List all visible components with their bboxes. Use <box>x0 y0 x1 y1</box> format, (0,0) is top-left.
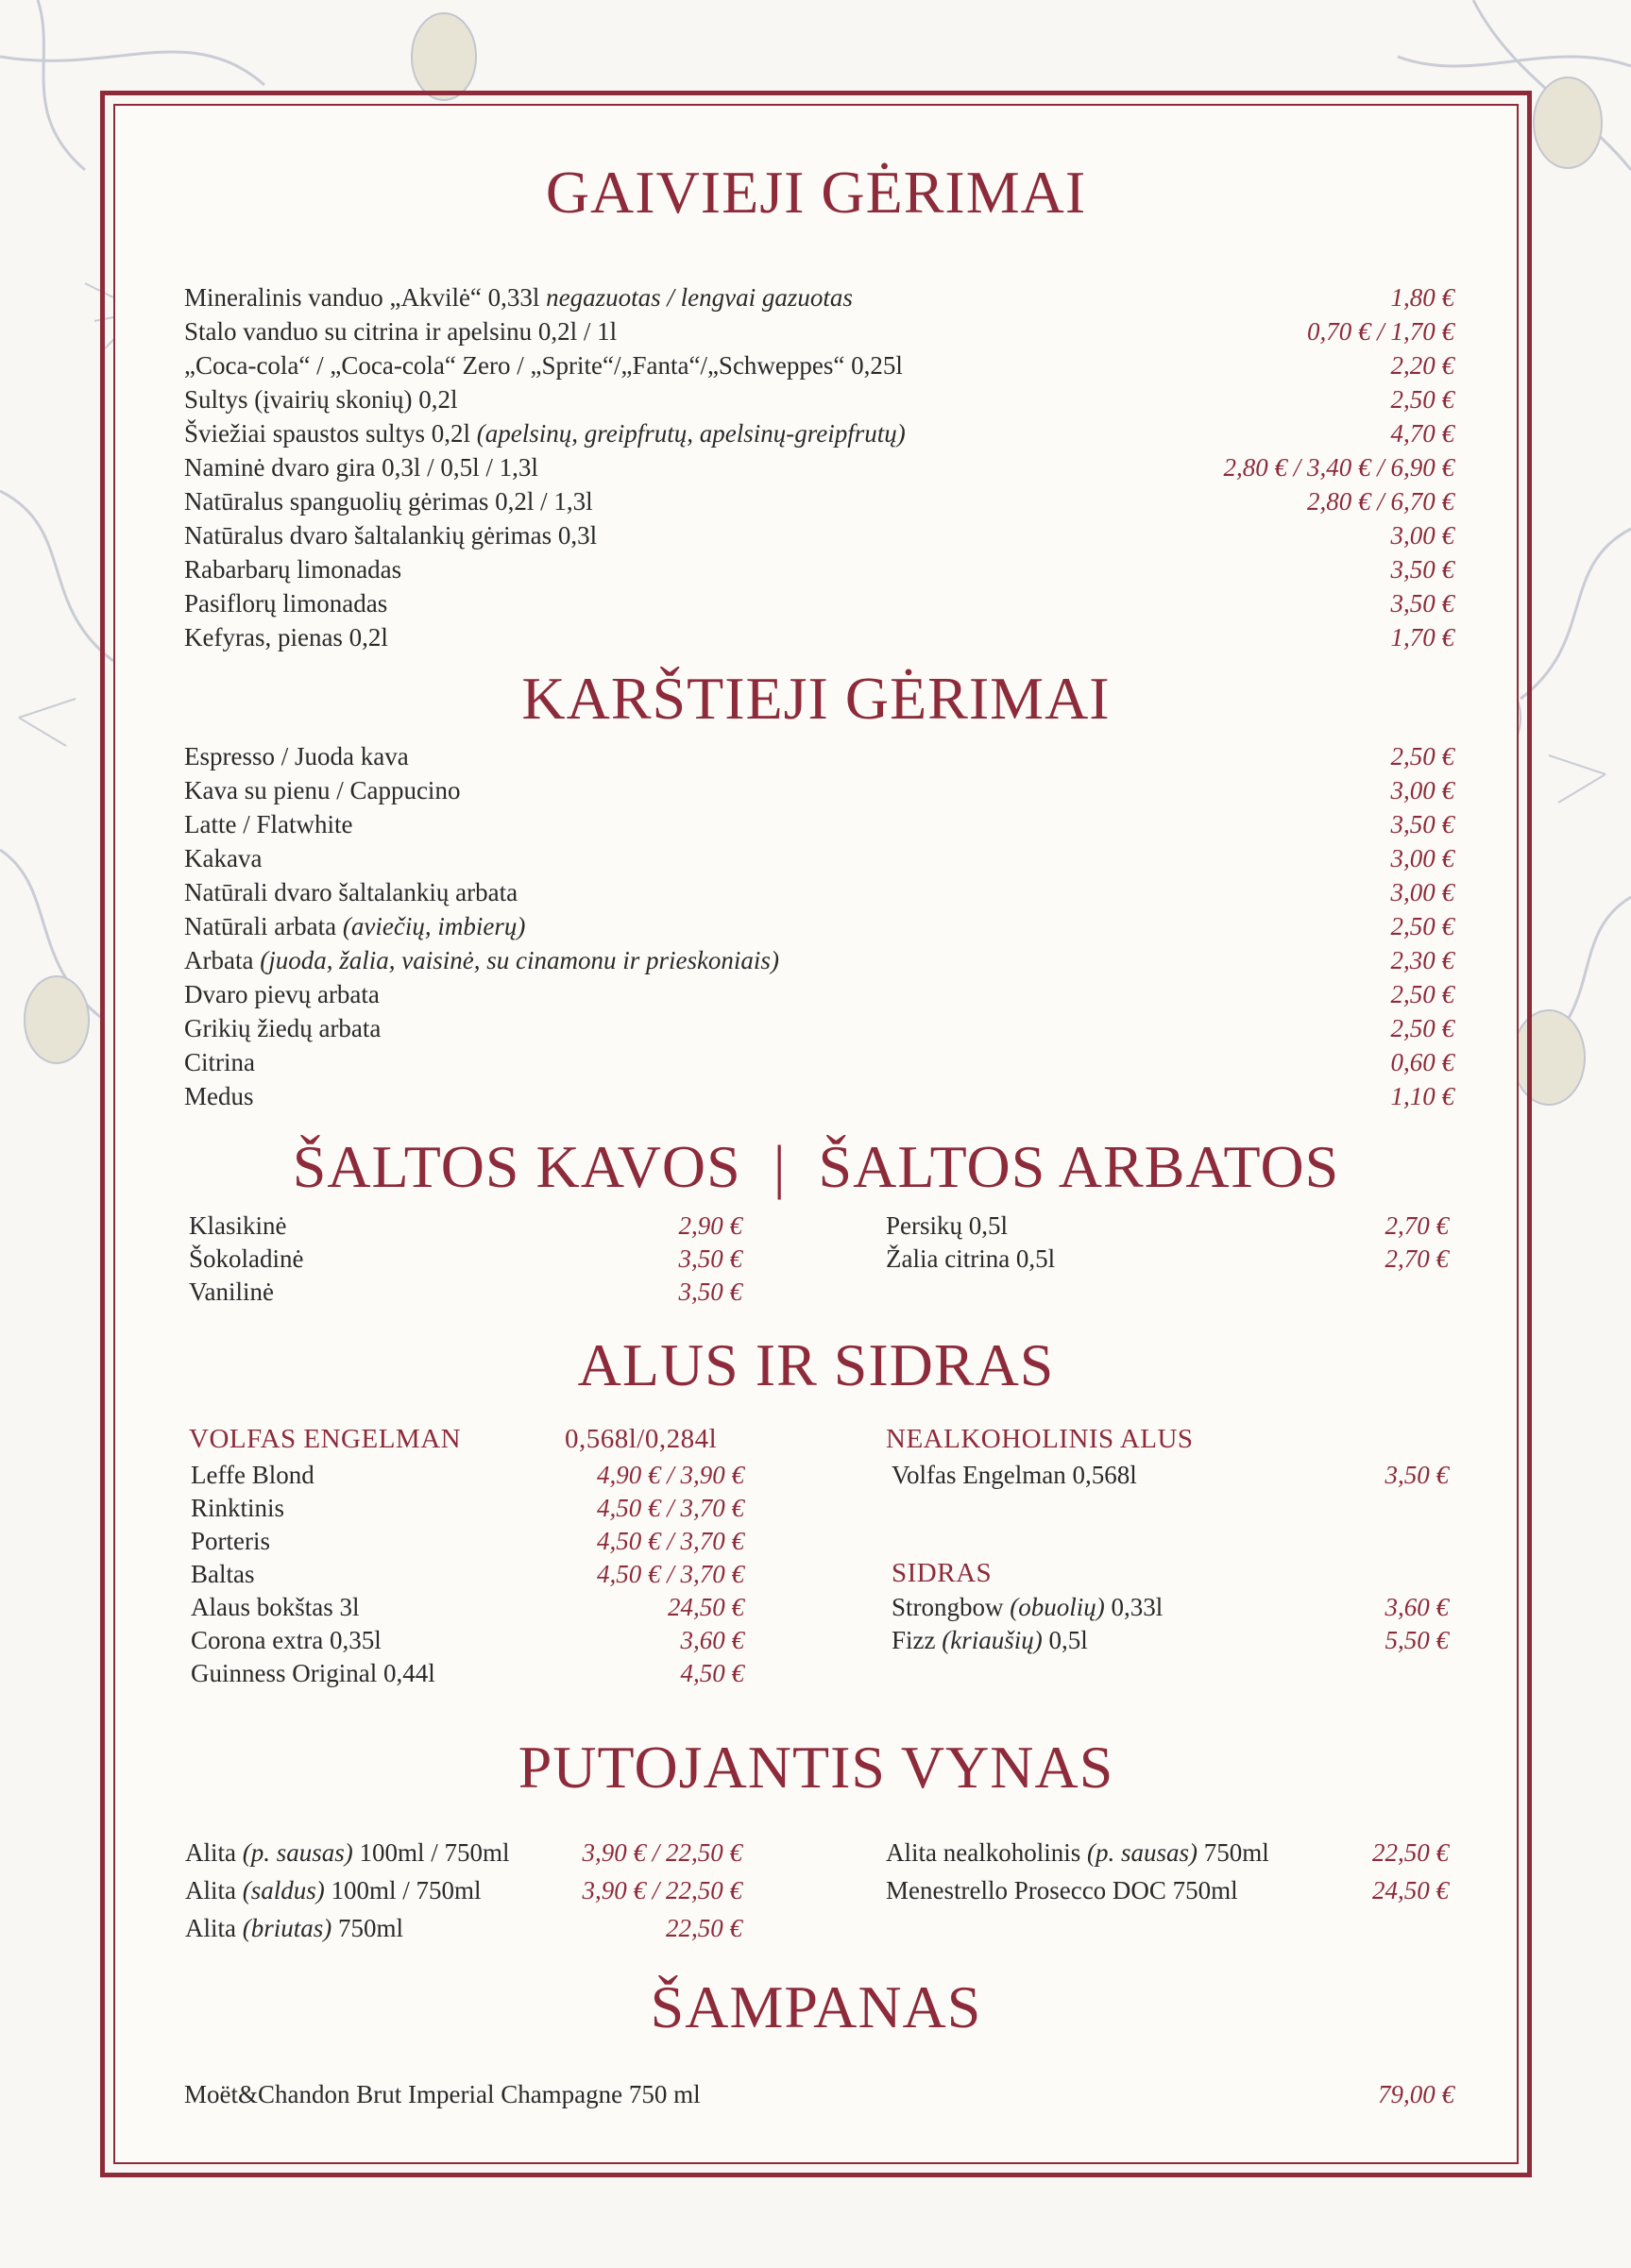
menu-item <box>184 1045 1454 1079</box>
item-price: 3,00 € <box>1390 878 1454 906</box>
item-name: Menestrello Prosecco DOC 750ml <box>886 1876 1238 1904</box>
item-size: 100ml / 750ml <box>331 1876 482 1904</box>
item-price: 4,50 € / 3,70 € <box>596 1560 744 1588</box>
item-price: 1,70 € <box>1390 623 1454 652</box>
item-note: (obuolių) <box>1010 1593 1105 1621</box>
item-note: (kriaušių) <box>942 1626 1043 1654</box>
menu-item <box>184 382 1454 416</box>
item-name: Fizz <box>892 1626 936 1654</box>
item-note: (apelsinų, greipfrutų, apelsinų-greipfrutų) <box>476 419 906 448</box>
menu-item <box>184 943 1454 977</box>
section-title-karstieji: KARŠTIEJI GĖRIMAI <box>521 665 1111 732</box>
section-title-gaivieji: GAIVIEJI GĖRIMAI <box>545 159 1087 226</box>
item-price: 2,20 € <box>1390 351 1454 380</box>
item-price: 2,80 € / 3,40 € / 6,90 € <box>1223 453 1454 482</box>
item-label <box>191 1458 314 1492</box>
item-label <box>886 1209 1008 1243</box>
item-name: Strongbow <box>892 1593 1004 1621</box>
item-price: 3,00 € <box>1390 776 1454 804</box>
item-label <box>184 773 460 807</box>
item-price: 2,70 € <box>1385 1211 1449 1240</box>
item-name: Natūralus dvaro šaltalankių gėrimas 0,3l <box>184 521 598 550</box>
item-name: Citrina <box>184 1048 255 1076</box>
item-label <box>184 416 906 450</box>
item-label <box>191 1524 270 1558</box>
section-title-alus: ALUS IR SIDRAS <box>577 1331 1055 1398</box>
item-price: 0,70 € / 1,70 € <box>1306 317 1454 346</box>
item-label <box>184 1045 255 1079</box>
menu-item <box>184 1011 1454 1045</box>
item-label <box>892 1623 1088 1657</box>
item-label <box>892 1458 1137 1492</box>
item-label <box>191 1590 360 1624</box>
item-size: 750ml <box>338 1914 404 1942</box>
item-price: 2,50 € <box>1390 980 1454 1008</box>
item-price: 22,50 € <box>1372 1838 1449 1867</box>
item-name: Porteris <box>191 1527 270 1555</box>
item-label <box>191 1623 382 1657</box>
item-price: 3,60 € <box>680 1626 744 1654</box>
item-name: Alita <box>185 1876 236 1904</box>
menu-item <box>184 450 1454 484</box>
item-price: 2,50 € <box>1390 912 1454 940</box>
item-name: Sultys (įvairių skonių) 0,2l <box>184 385 458 414</box>
menu-item <box>184 1079 1454 1113</box>
item-name: Natūrali dvaro šaltalankių arbata <box>184 878 518 906</box>
item-label <box>184 586 387 620</box>
item-name: Kakava <box>184 844 263 872</box>
item-label <box>886 1242 1055 1276</box>
item-name: Kefyras, pienas 0,2l <box>184 623 388 652</box>
item-name: Guinness Original 0,44l <box>191 1659 435 1687</box>
item-label <box>191 1491 284 1525</box>
item-label <box>184 1011 381 1045</box>
item-name: Moët&Chandon Brut Imperial Champagne 750 ml <box>184 2080 701 2108</box>
item-label <box>191 1557 255 1591</box>
item-name: Leffe Blond <box>191 1461 314 1489</box>
item-price: 3,50 € <box>678 1244 742 1273</box>
menu-item <box>184 977 1454 1011</box>
item-label <box>185 1911 403 1945</box>
item-name: „Coca-cola“ / „Coca-cola“ Zero / „Sprite“/„Fanta“/„Schweppes“ 0,25l <box>184 351 903 380</box>
item-label <box>184 2077 701 2111</box>
item-price: 2,30 € <box>1390 946 1454 974</box>
volfas-heading: VOLFAS ENGELMAN <box>189 1424 462 1454</box>
item-note: negazuotas / lengvai gazuotas <box>546 283 853 312</box>
item-name: Alita nealkoholinis <box>886 1838 1081 1867</box>
item-size: 100ml / 750ml <box>359 1838 510 1867</box>
item-name: Alaus bokštas 3l <box>191 1593 360 1621</box>
item-name: Stalo vanduo su citrina ir apelsinu 0,2l / 1l <box>184 317 618 346</box>
section-title-putojantis: PUTOJANTIS VYNAS <box>518 1734 1114 1801</box>
item-price: 3,50 € <box>1390 810 1454 838</box>
item-name: Žalia citrina 0,5l <box>886 1244 1056 1273</box>
item-price: 2,80 € / 6,70 € <box>1306 487 1454 516</box>
item-name: Alita <box>185 1838 236 1867</box>
section-title-saltos: ŠALTOS KAVOS | ŠALTOS ARBATOS <box>292 1133 1340 1200</box>
item-label <box>184 552 401 586</box>
item-price: 3,90 € / 22,50 € <box>582 1876 742 1904</box>
item-note: (aviečių, imbierų) <box>342 912 526 940</box>
item-note: (briutas) <box>242 1914 332 1942</box>
item-name: Espresso / Juoda kava <box>184 742 409 770</box>
item-name: Natūralus spanguolių gėrimas 0,2l / 1,3l <box>184 487 593 516</box>
sidras-heading: SIDRAS <box>892 1558 993 1588</box>
item-note: (saldus) <box>242 1876 325 1904</box>
menu-item <box>184 552 1454 586</box>
item-name: Dvaro pievų arbata <box>184 980 380 1008</box>
item-name: Arbata <box>184 946 254 974</box>
item-label <box>184 348 903 382</box>
item-price: 24,50 € <box>1372 1876 1449 1904</box>
menu-item <box>184 773 1454 807</box>
item-label <box>184 977 380 1011</box>
menu-item <box>184 586 1454 620</box>
item-name: Volfas Engelman 0,568l <box>892 1461 1137 1489</box>
item-price: 4,50 € / 3,70 € <box>596 1494 744 1522</box>
menu-item <box>184 909 1454 943</box>
item-name: Šokoladinė <box>189 1244 304 1273</box>
item-label <box>184 1079 254 1113</box>
item-label <box>184 841 262 875</box>
item-label <box>184 314 617 348</box>
item-name: Šviežiai spaustos sultys 0,2l <box>184 419 470 448</box>
item-label <box>184 875 518 909</box>
item-name: Klasikinė <box>189 1211 287 1240</box>
item-label <box>184 518 597 552</box>
menu-item <box>184 416 1454 450</box>
section-title-sampanas: ŠAMPANAS <box>650 1973 982 2040</box>
menu-item <box>184 875 1454 909</box>
item-price: 1,80 € <box>1390 283 1454 312</box>
item-price: 79,00 € <box>1378 2080 1454 2108</box>
item-label <box>184 450 538 484</box>
menu-item <box>184 807 1454 841</box>
menu-item <box>184 348 1454 382</box>
menu-item <box>184 484 1454 518</box>
item-label <box>892 1590 1163 1624</box>
item-label <box>185 1873 482 1907</box>
item-price: 4,50 € <box>680 1659 744 1687</box>
item-name: Vanilinė <box>189 1278 274 1306</box>
item-name: Baltas <box>191 1560 255 1588</box>
item-price: 3,60 € <box>1385 1593 1449 1621</box>
item-price: 0,60 € <box>1390 1048 1454 1076</box>
item-note: (p. sausas) <box>1086 1838 1198 1867</box>
item-size: 0,33l <box>1111 1593 1164 1621</box>
item-name: Rinktinis <box>191 1494 285 1522</box>
item-label <box>189 1275 274 1309</box>
item-price: 3,50 € <box>1385 1461 1449 1489</box>
menu-item <box>184 739 1454 773</box>
item-note: (p. sausas) <box>242 1838 353 1867</box>
item-size: 750ml <box>1203 1838 1269 1867</box>
menu-item <box>184 280 1454 314</box>
item-price: 3,50 € <box>1390 589 1454 618</box>
item-price: 4,90 € / 3,90 € <box>596 1461 744 1489</box>
volfas-sizes: 0,568l/0,284l <box>565 1424 718 1454</box>
menu-item <box>184 518 1454 552</box>
item-label <box>189 1242 304 1276</box>
item-name: Natūrali arbata <box>184 912 337 940</box>
item-name: Mineralinis vanduo „Akvilė“ 0,33l <box>184 283 540 312</box>
item-label <box>184 943 779 977</box>
item-price: 4,50 € / 3,70 € <box>596 1527 744 1555</box>
item-name: Latte / Flatwhite <box>184 810 353 838</box>
item-label <box>189 1209 286 1243</box>
item-name: Persikų 0,5l <box>886 1211 1009 1240</box>
menu-item <box>184 314 1454 348</box>
item-price: 3,00 € <box>1390 521 1454 550</box>
item-price: 3,50 € <box>678 1278 742 1306</box>
item-price: 2,50 € <box>1390 742 1454 770</box>
item-label <box>184 484 593 518</box>
menu-item <box>184 841 1454 875</box>
item-name: Grikių žiedų arbata <box>184 1014 382 1042</box>
item-name: Corona extra 0,35l <box>191 1626 382 1654</box>
item-label <box>184 280 853 314</box>
item-name: Medus <box>184 1082 254 1110</box>
item-price: 24,50 € <box>668 1593 744 1621</box>
item-price: 2,90 € <box>678 1211 742 1240</box>
item-label <box>184 739 409 773</box>
item-price: 4,70 € <box>1390 419 1454 448</box>
item-name: Alita <box>185 1914 236 1942</box>
item-name: Pasiflorų limonadas <box>184 589 388 618</box>
item-name: Rabarbarų limonadas <box>184 555 402 584</box>
item-name: Kava su pienu / Cappucino <box>184 776 461 804</box>
item-price: 2,50 € <box>1390 1014 1454 1042</box>
item-price: 2,70 € <box>1385 1244 1449 1273</box>
item-name: Naminė dvaro gira 0,3l / 0,5l / 1,3l <box>184 453 538 482</box>
nealko-heading: NEALKOHOLINIS ALUS <box>886 1424 1194 1454</box>
item-label <box>184 909 525 943</box>
item-price: 3,50 € <box>1390 555 1454 584</box>
item-label <box>184 620 388 654</box>
item-price: 3,90 € / 22,50 € <box>582 1838 742 1867</box>
item-price: 2,50 € <box>1390 385 1454 414</box>
menu-item <box>184 2077 1454 2111</box>
item-size: 0,5l <box>1048 1626 1088 1654</box>
item-price: 22,50 € <box>666 1914 742 1942</box>
item-note: (juoda, žalia, vaisinė, su cinamonu ir prieskoniais) <box>260 946 779 974</box>
item-label <box>184 807 352 841</box>
item-price: 5,50 € <box>1385 1626 1449 1654</box>
item-label <box>191 1656 435 1690</box>
menu-item <box>184 620 1454 654</box>
item-price: 1,10 € <box>1390 1082 1454 1110</box>
item-label <box>184 382 458 416</box>
item-price: 3,00 € <box>1390 844 1454 872</box>
